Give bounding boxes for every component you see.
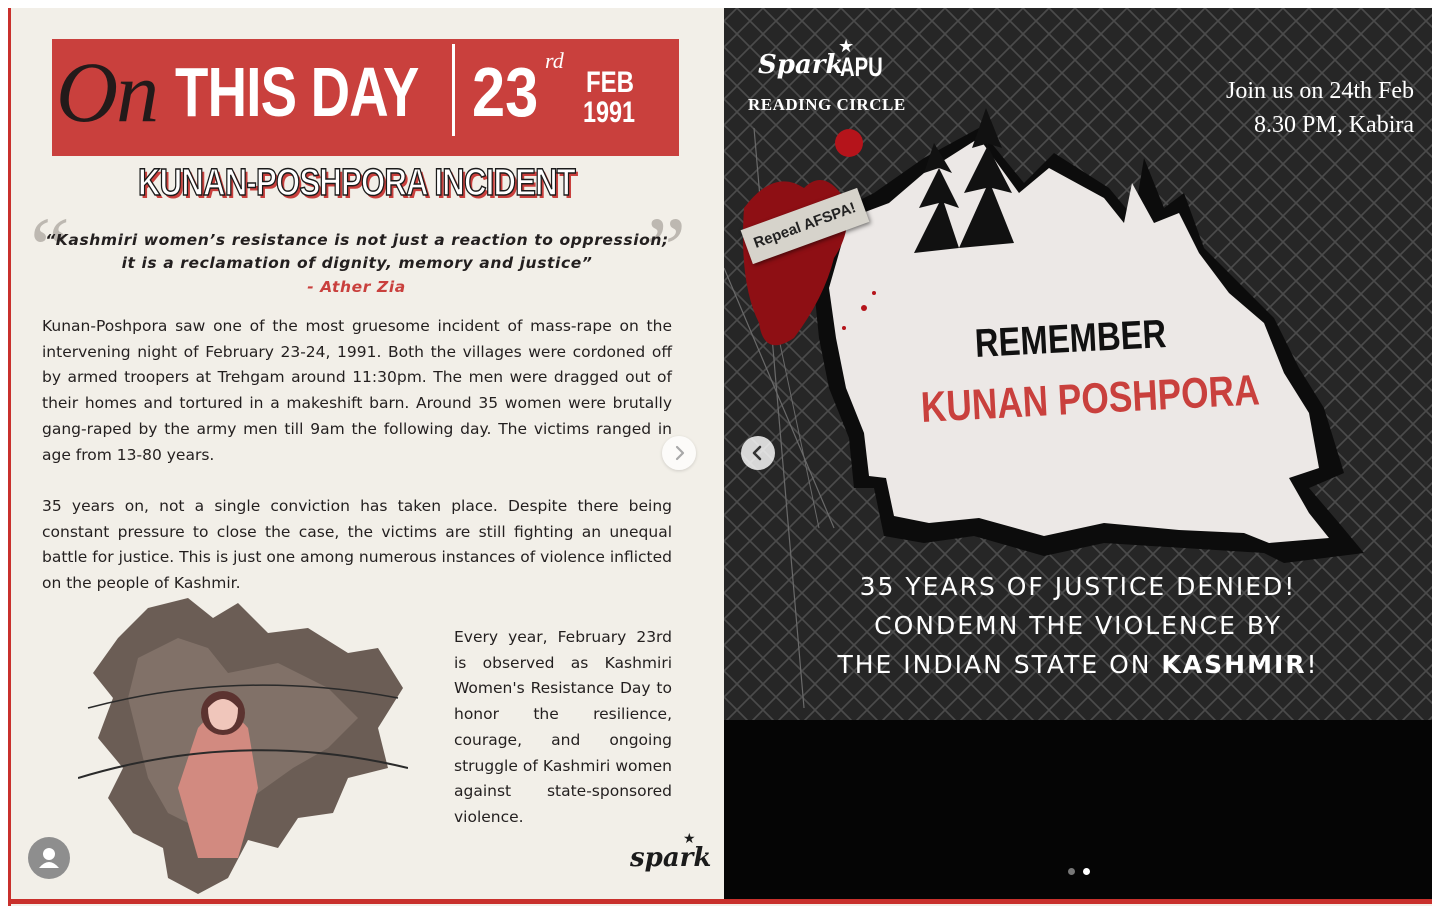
reading-circle-label: READING CIRCLE [748, 95, 906, 114]
title-on: On [56, 44, 158, 140]
paragraph-resistance-day: Every year, February 23rd is observed as Kashmiri Women's Resistance Day to honor the resilience, courage, and ongoing struggle of Kashmiri women against state-sponsored violence. [454, 628, 672, 826]
headline-remember: REMEMBER [973, 312, 1168, 366]
spark-logo: spark [630, 843, 712, 873]
slogan-prefix: THE INDIAN STATE ON [837, 650, 1162, 679]
slogan-kashmir: KASHMIR [1161, 650, 1307, 679]
incident-title: KUNAN-POSHPORA INCIDENT [137, 162, 576, 204]
slogan-justice-denied: 35 YEARS OF JUSTICE DENIED! [859, 572, 1297, 601]
user-avatar[interactable] [28, 837, 70, 879]
left-border [8, 8, 11, 906]
quote-text: “Kashmiri women’s resistance is not just a reaction to oppression; it is a reclamation of dignity, memory and justice” [45, 231, 669, 272]
bottom-border [8, 899, 1432, 904]
open-quote-icon: “ [30, 200, 70, 299]
slogan-condemn: CONDEMN THE VIOLENCE BY [874, 611, 1282, 640]
chevron-right-icon [662, 436, 696, 470]
headline-kunan-poshpora: KUNAN POSHPORA [919, 366, 1261, 432]
repeal-afspa-label: Repeal AFSPA! [751, 199, 859, 252]
close-quote-icon: ” [646, 200, 686, 299]
kashmir-map-illustration [78, 578, 408, 894]
star-icon: ★ [838, 36, 855, 56]
paragraph-justice: 35 years on, not a single conviction has taken place. Despite there being constant pressure to close the case, the victims are still fighting an unequal battle for justice. This is just one among numerous instances of violence inflicted on the people of Kashmir. [42, 497, 672, 593]
slogan-suffix: ! [1306, 650, 1319, 679]
right-slide [724, 8, 1432, 899]
title-date-suffix: rd [545, 48, 564, 73]
spark-logo: Spark [758, 50, 844, 80]
event-time-venue: 8.30 PM, Kabira [1254, 112, 1414, 138]
title-date-number: 23 [472, 53, 539, 131]
title-month: FEB [586, 66, 634, 99]
title-divider [452, 44, 455, 136]
quote-author: - Ather Zia [307, 278, 406, 296]
dark-footer-area [724, 720, 1432, 899]
previous-slide-button[interactable] [741, 436, 775, 470]
carousel-dot-1[interactable] [1068, 868, 1075, 875]
title-year: 1991 [583, 96, 636, 129]
spark-apu-label: APU [840, 52, 883, 82]
next-slide-button[interactable] [662, 436, 696, 470]
paragraph-history: Kunan-Poshpora saw one of the most gruesome incident of mass-rape on the intervening night of February 23-24, 1991. Both the villages were cordoned off by armed troopers at Trehgam around 11:30pm. The men were dragged out of their homes and tortured in a makeshift barn. Around 35 women were brutally gang-raped by the army men till 9am the following day. The victims ranged in age from 13-80 years. [42, 317, 672, 464]
slogan-indian-state [724, 650, 1432, 679]
user-icon [28, 837, 70, 879]
title-this-day: THIS DAY [175, 53, 419, 131]
event-date: Join us on 24th Feb [1225, 78, 1414, 104]
carousel-dot-2-active[interactable] [1083, 868, 1090, 875]
chevron-left-icon [741, 436, 775, 470]
star-icon: ★ [683, 830, 696, 846]
